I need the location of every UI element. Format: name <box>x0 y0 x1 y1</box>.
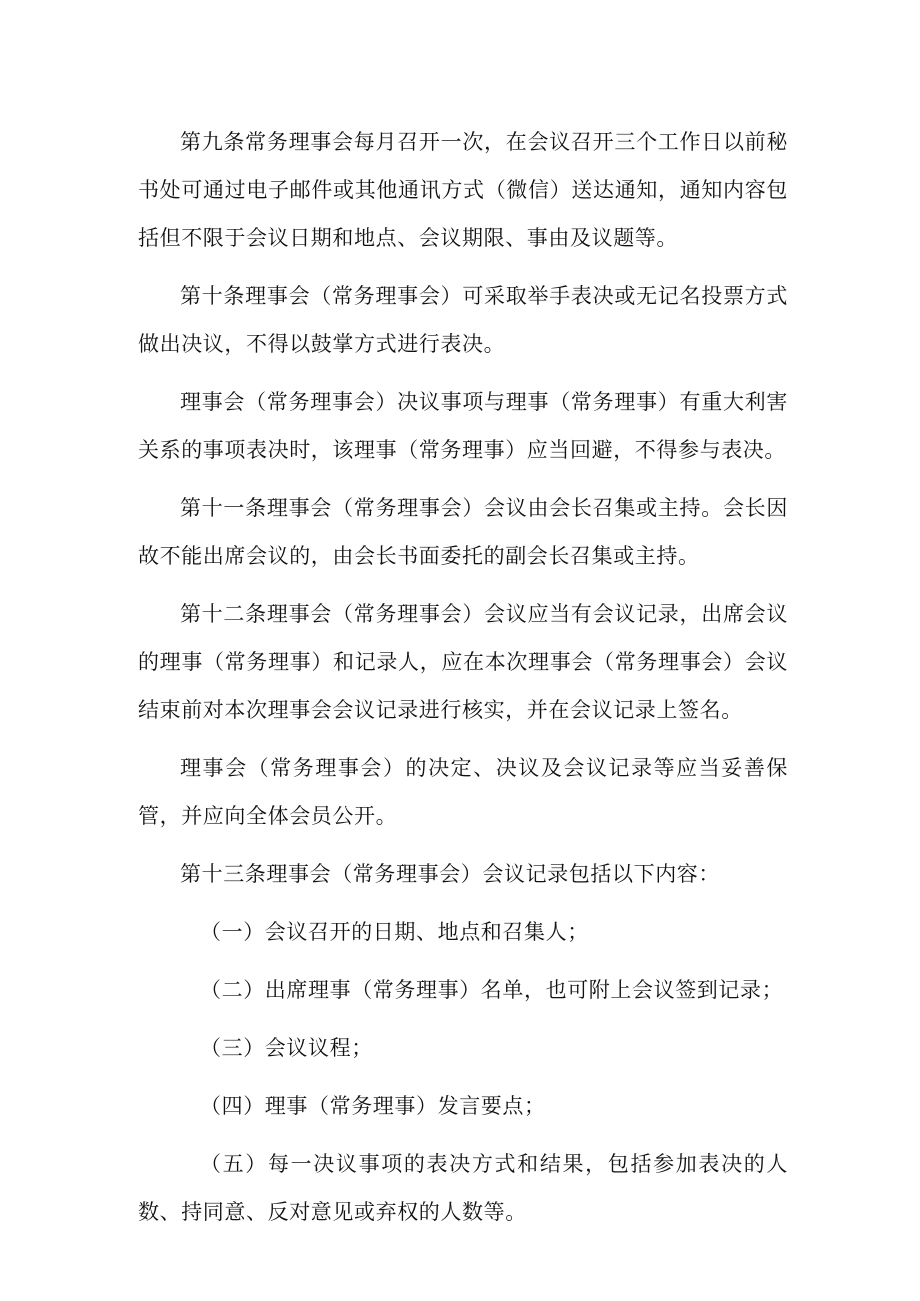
article-12-records-paragraph: 理事会（常务理事会）的决定、决议及会议记录等应当妥善保管，并应向全体会员公开。 <box>138 756 788 828</box>
article-10-recusal-paragraph: 理事会（常务理事会）决议事项与理事（常务理事）有重大利害关系的事项表决时，该理事（常务理事）应当回避，不得参与表决。 <box>138 390 788 462</box>
list-item-3: （三）会议议程； <box>200 1036 373 1060</box>
list-item-5: （五）每一决议事项的表决方式和结果，包括参加表决的人数、持同意、反对意见或弃权的人数等。 <box>138 1152 788 1224</box>
article-10-paragraph: 第十条理事会（常务理事会）可采取举手表决或无记名投票方式做出决议，不得以鼓掌方式进行表决。 <box>138 284 788 356</box>
article-9-paragraph: 第九条常务理事会每月召开一次，在会议召开三个工作日以前秘书处可通过电子邮件或其他通讯方式（微信）送达通知，通知内容包括但不限于会议日期和地点、会议期限、事由及议题等。 <box>138 130 788 250</box>
list-item-1: （一）会议召开的日期、地点和召集人； <box>200 920 589 944</box>
list-item-4: （四）理事（常务理事）发言要点； <box>200 1094 546 1118</box>
article-11-paragraph: 第十一条理事会（常务理事会）会议由会长召集或主持。会长因故不能出席会议的，由会长书面委托的副会长召集或主持。 <box>138 496 788 568</box>
article-13-paragraph: 第十三条理事会（常务理事会）会议记录包括以下内容： <box>180 862 720 886</box>
list-item-2: （二）出席理事（常务理事）名单，也可附上会议签到记录； <box>200 978 784 1002</box>
document-body <box>138 118 788 1246</box>
article-12-paragraph: 第十二条理事会（常务理事会）会议应当有会议记录，出席会议的理事（常务理事）和记录人，应在本次理事会（常务理事会）会议结束前对本次理事会会议记录进行核实，并在会议记录上签名。 <box>138 602 788 722</box>
